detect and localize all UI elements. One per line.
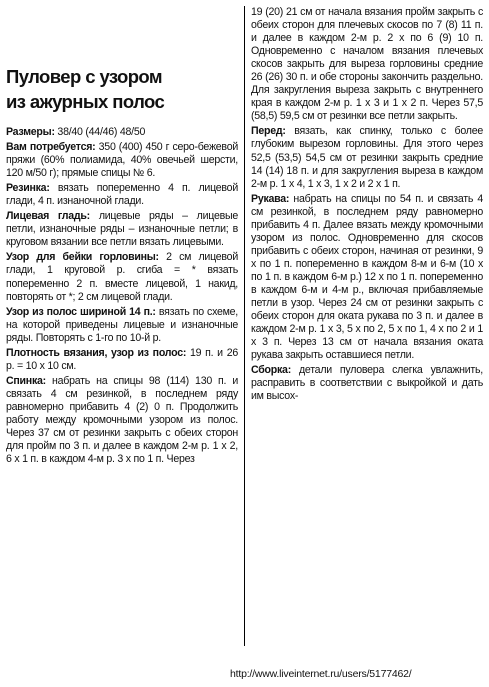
text-sizes: 38/40 (44/46) 48/50 (54, 126, 146, 138)
paragraph-stripe-pattern (6, 306, 238, 345)
paragraph-rib (6, 182, 238, 208)
text-assembly: детали пуловера слегка увлажнить, расправить в соответствии с выкройкой и дать им высох- (251, 364, 483, 403)
label-materials: Вам потребуется: (6, 141, 96, 154)
text-neckband: 2 см лицевой глади, 1 круговой р. сгиба = * вязать попеременно 2 п. вместе лицевой, 1 накид, повторять от *; 2 см лицевой глади. (6, 251, 238, 303)
left-column (6, 0, 238, 468)
label-sizes: Размеры: (6, 126, 55, 138)
label-front: Перед: (251, 125, 286, 138)
paragraph-sizes (6, 126, 238, 139)
text-gauge: 19 п. и 26 р. = 10 х 10 см. (6, 346, 238, 372)
title-line-2: из ажурных полос (6, 91, 165, 112)
label-back: Спинка: (6, 374, 46, 387)
column-divider (244, 6, 245, 646)
text-stockinette: лицевые ряды – лицевые петли, изнаночные ряды – изнаночные петли; в круговом вязании все петли вязать лицевыми. (6, 210, 238, 249)
paragraph-neckband (6, 251, 238, 303)
label-rib: Резинка: (6, 182, 50, 195)
paragraph-back (6, 375, 238, 466)
title-line-1: Пуловер с узором (6, 66, 162, 87)
text-stripe-pattern: вязать по схеме, на которой приведены лицевые и изнаночные ряды. Повторять с 1-го по 10-й р. (6, 305, 239, 344)
text-front: вязать, как спинку, только с более глубоким вырезом горловины. Для этого через 52,5 (53,5) 54,5 см от резинки закрыть средние 14 (14) 18 п. и для закругления выреза в каждом 2-м р. 1 х 4, 1 х 3, 1 х 2 и 2 х 1 п. (251, 125, 483, 190)
label-neckband: Узор для бейки горловины: (6, 251, 159, 264)
text-rib: вязать попеременно 4 п. лицевой глади, 4 п. изнаночной глади. (6, 182, 238, 208)
label-stockinette: Лицевая гладь: (6, 210, 90, 223)
paragraph-back-continued (251, 6, 483, 123)
source-url: http://www.liveinternet.ru/users/5177462/ (230, 668, 412, 680)
paragraph-assembly (251, 364, 483, 403)
paragraph-sleeves (251, 193, 483, 363)
label-sleeves: Рукава: (251, 192, 290, 205)
text-sleeves: набрать на спицы по 54 п. и связать 4 см резинкой, в последнем ряду равномерно прибавить 4 п. Далее вязать между кромочными узором из полос. Одновременно для скосов прибавить с обеих сторон, начиная от резинки, 9 х по 1 п. попеременно в каждом 8-м и 6-м (10 х по 1 п. в каждом 6-м р.) 12 х по 1 п. попеременно в каждом 6-м и 4-м р., включая прибавляемые петли в узор. Через 24 см от резинки закрыть с обеих сторон для оката рукава по 3 п. и далее в каждом 2-м р. 1 х 3, 5 х по 2, 5 х по 1, 4 х по 2 и 1 х 3 п. Через 13 см от начала вязания оката рукава закрыть оставшиеся петли. (251, 192, 483, 362)
document-title (6, 64, 238, 114)
right-column (251, 6, 483, 405)
paragraph-materials (6, 141, 238, 180)
label-assembly: Сборка: (251, 364, 291, 377)
paragraph-stockinette (6, 210, 238, 249)
paragraph-front (251, 125, 483, 190)
text-back-continued: 19 (20) 21 см от начала вязания пройм закрыть с обеих сторон для плечевых скосов по 7 (8) 11 п. и далее в каждом 2-м р. 2 х по 6 (9) 10 п. Одновременно с началом вязания плечевых скосов закрыть для выреза горловины средние 26 (26) 30 п. и обе стороны закончить раздельно. Для закругления выреза закрыть с внутреннего края в каждом 2-м р. 1 х 3 и 1 х 2 п. Через 57,5 (58,5) 59,5 см от резинки все петли закрыть. (251, 6, 483, 123)
text-materials: 350 (400) 450 г серо-бежевой пряжи (60% полиамида, 40% овечьей шерсти, 120 м/50 г); прямые спицы № 6. (6, 141, 238, 180)
text-back: набрать на спицы 98 (114) 130 п. и связать 4 см резинкой, в последнем ряду равномерно прибавить 4 (2) 0 п. Продолжить работу между кромочными узором из полос. Через 37 см от резинки закрыть с обеих сторон для пройм по 3 п. и далее в каждом 2-м р. 1 х 2, 6 х 1 п. в каждом 4-м р. 3 х по 1 п. Через (6, 374, 238, 466)
paragraph-gauge (6, 347, 238, 373)
label-gauge: Плотность вязания, узор из полос: (6, 346, 187, 359)
label-stripe-pattern: Узор из полос шириной 14 п.: (6, 305, 156, 318)
